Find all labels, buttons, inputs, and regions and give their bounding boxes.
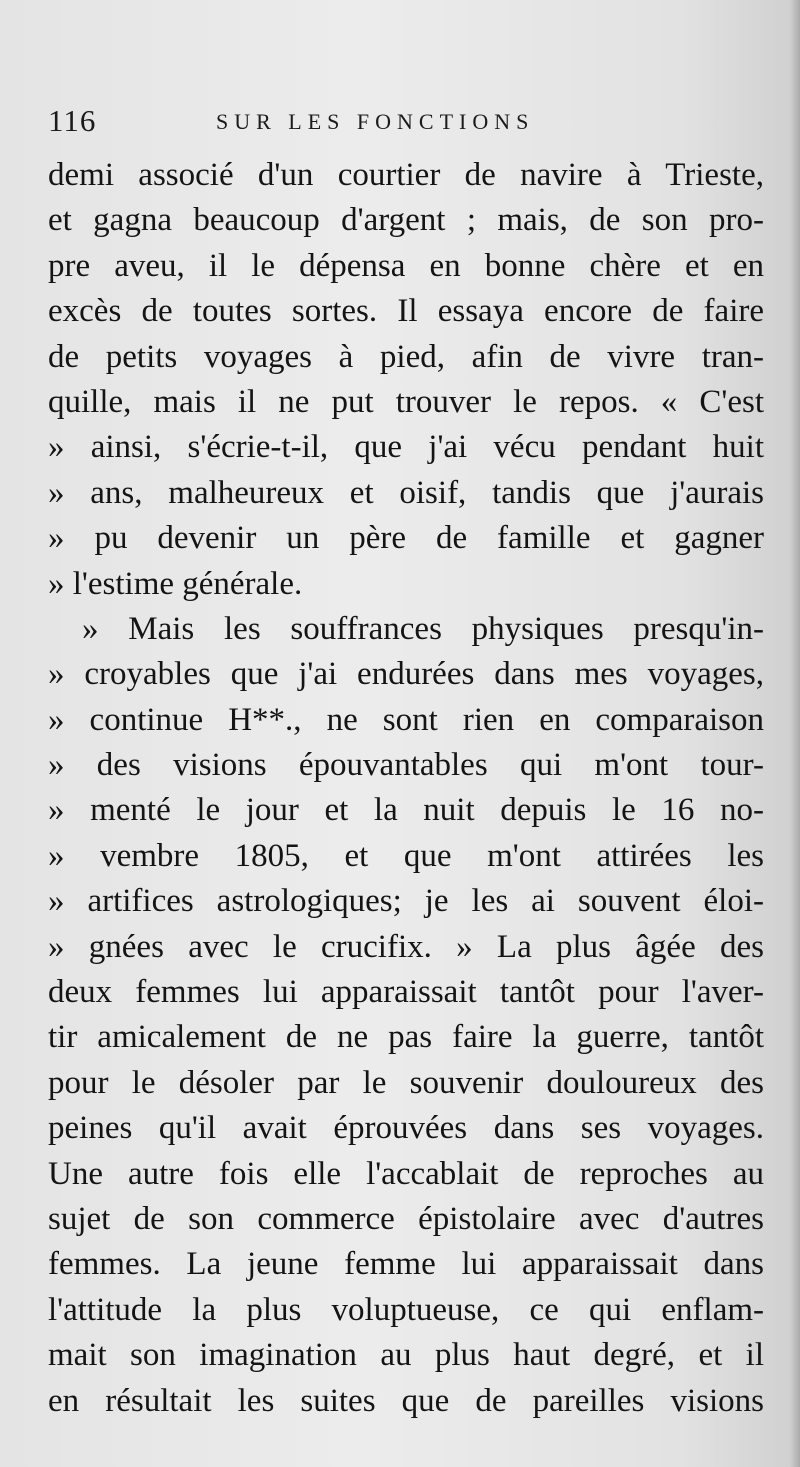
text-line: peines qu'il avait éprouvées dans ses voyages. bbox=[48, 1110, 764, 1147]
text-line: » menté le jour et la nuit depuis le 16 no- bbox=[48, 792, 764, 829]
text-line: » l'estime générale. bbox=[48, 565, 303, 602]
text-line: deux femmes lui apparaissait tantôt pour l'aver- bbox=[48, 974, 764, 1011]
text-line: excès de toutes sortes. Il essaya encore de faire bbox=[48, 293, 764, 330]
text-line: pre aveu, il le dépensa en bonne chère et en bbox=[48, 247, 764, 284]
text-line: quille, mais il ne put trouver le repos. « C'est bbox=[48, 383, 764, 420]
text-line: » Mais les souffrances physiques presqu'in- bbox=[82, 610, 764, 647]
text-line: sujet de son commerce épistolaire avec d'autres bbox=[48, 1200, 764, 1237]
text-line: » des visions épouvantables qui m'ont tour- bbox=[48, 747, 764, 784]
page-number: 116 bbox=[48, 103, 97, 138]
running-title: SUR LES FONCTIONS bbox=[216, 109, 535, 134]
text-line: demi associé d'un courtier de navire à Trieste, bbox=[48, 157, 764, 193]
text-line: en résultait les suites que de pareilles visions bbox=[48, 1382, 764, 1419]
text-line: tir amicalement de ne pas faire la guerre, tantôt bbox=[48, 1019, 764, 1056]
text-line: Une autre fois elle l'accablait de reproches au bbox=[48, 1155, 764, 1192]
text-line: pour le désoler par le souvenir douloureux des bbox=[48, 1064, 764, 1101]
text-line: mait son imagination au plus haut degré, et il bbox=[48, 1337, 764, 1374]
text-line: » continue H**., ne sont rien en comparaison bbox=[48, 701, 764, 738]
text-line: » artifices astrologiques; je les ai souvent éloi- bbox=[48, 883, 764, 920]
text-line: » gnées avec le crucifix. » La plus âgée des bbox=[48, 928, 764, 965]
text-line: » ainsi, s'écrie-t-il, que j'ai vécu pendant huit bbox=[48, 429, 764, 466]
page-edge-shadow bbox=[790, 0, 800, 1467]
text-line: l'attitude la plus voluptueuse, ce qui enflam- bbox=[48, 1291, 764, 1328]
text-line: » croyables que j'ai endurées dans mes voyages, bbox=[48, 656, 764, 693]
text-line: femmes. La jeune femme lui apparaissait dans bbox=[48, 1246, 764, 1283]
text-line: de petits voyages à pied, afin de vivre tran- bbox=[48, 338, 764, 375]
text-line: » pu devenir un père de famille et gagner bbox=[48, 520, 764, 557]
body-text bbox=[48, 153, 764, 1424]
running-head bbox=[48, 103, 760, 143]
text-line: » ans, malheureux et oisif, tandis que j'aurais bbox=[48, 474, 764, 511]
text-line: et gagna beaucoup d'argent ; mais, de son pro- bbox=[48, 202, 764, 239]
text-line: » vembre 1805, et que m'ont attirées les bbox=[48, 837, 764, 874]
